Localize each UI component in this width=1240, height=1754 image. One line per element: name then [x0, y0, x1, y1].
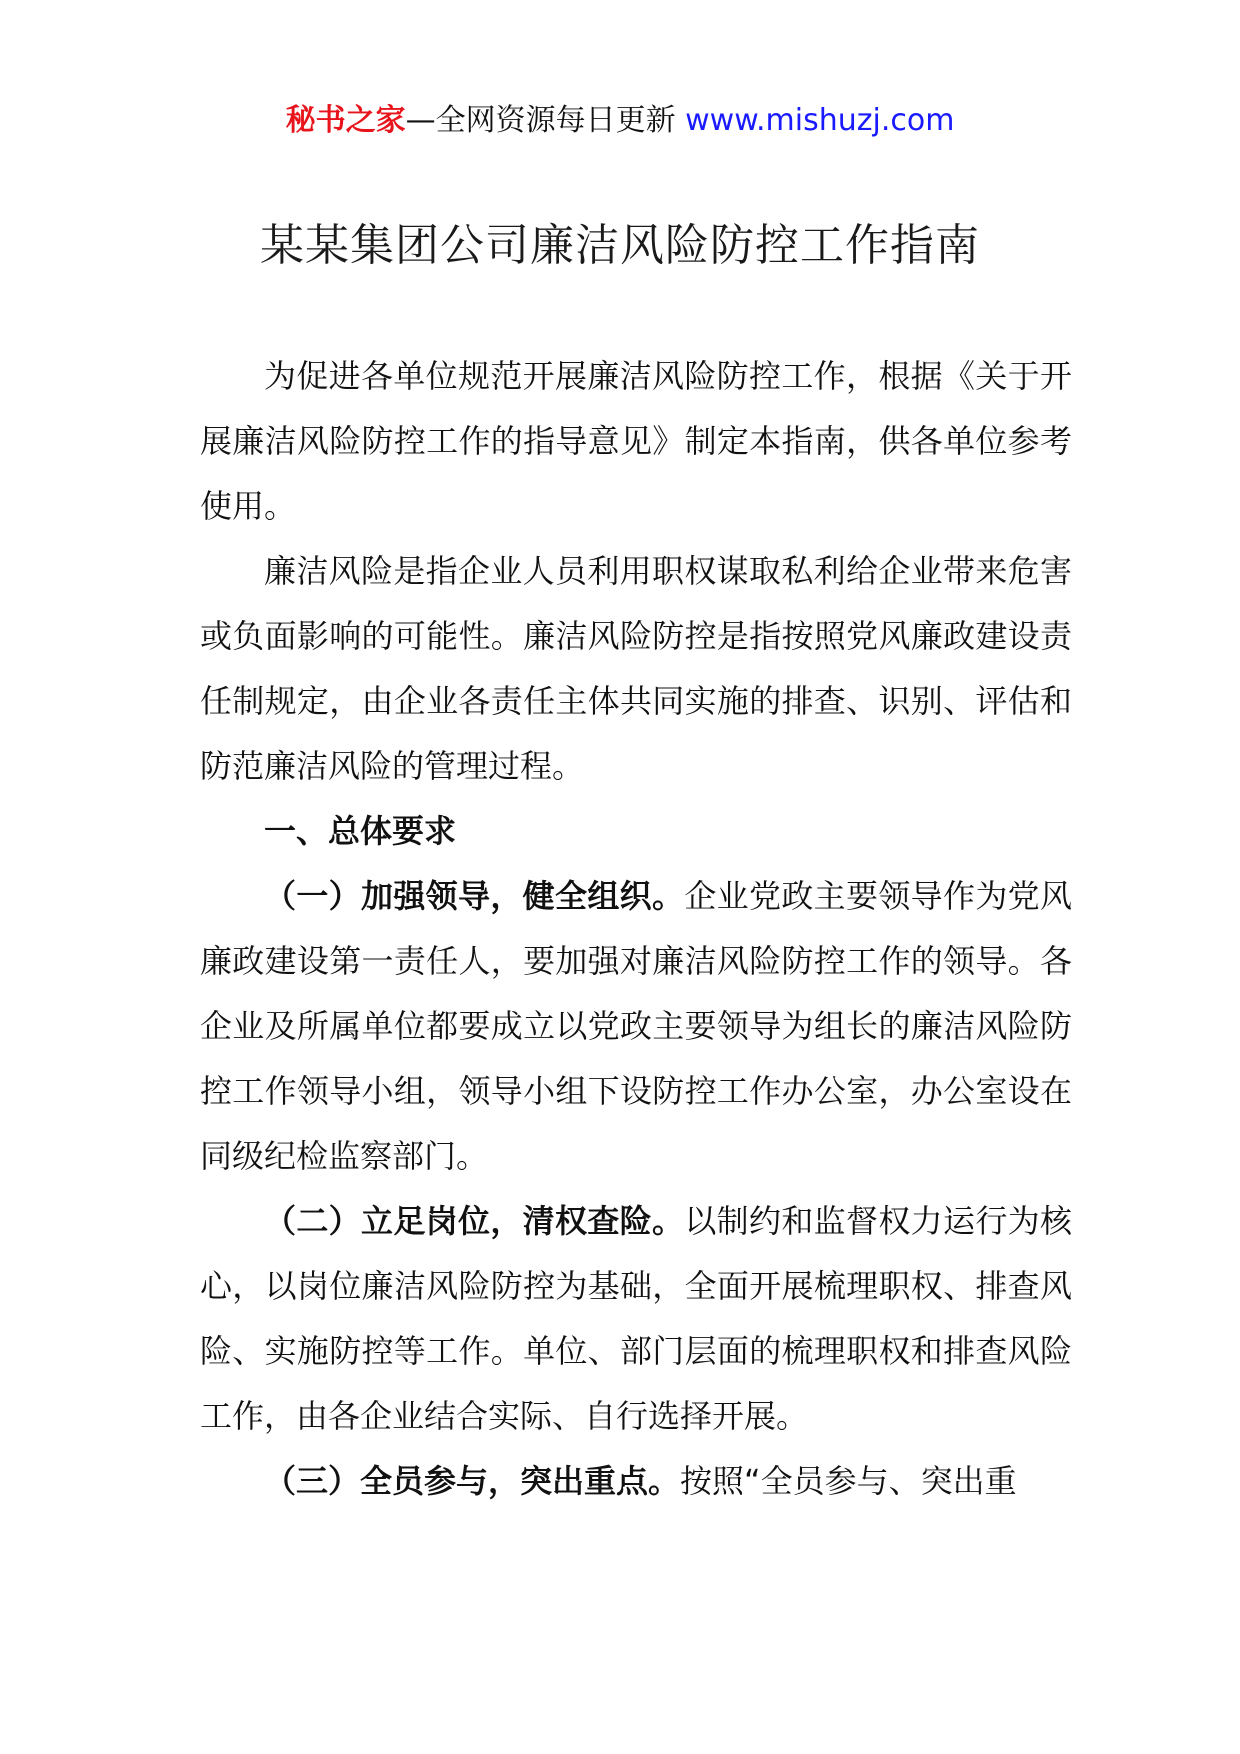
site-header: [0, 98, 1240, 144]
item-paragraph-1: [200, 864, 1072, 1189]
definition-paragraph: 廉洁风险是指企业人员利用职权谋取私利给企业带来危害或负面影响的可能性。廉洁风险防控是指按照党风廉政建设责任制规定，由企业各责任主体共同实施的排查、识别、评估和防范廉洁风险的管理过程。: [200, 552, 1072, 785]
document-body: [200, 344, 1072, 1514]
site-tagline: —全网资源每日更新: [405, 103, 676, 138]
document-title: 某某集团公司廉洁风险防控工作指南: [260, 220, 980, 271]
item-text-3: 按照“全员参与、突出重: [680, 1462, 1017, 1500]
item-paragraph-3: [200, 1449, 1072, 1514]
item-text-1: 企业党政主要领导作为党风廉政建设第一责任人，要加强对廉洁风险防控工作的领导。各企业及所属单位都要成立以党政主要领导为组长的廉洁风险防控工作领导小组，领导小组下设防控工作办公室，办公室设在同级纪检监察部门。: [200, 877, 1072, 1175]
item-paragraph-2: [200, 1189, 1072, 1449]
item-text-2: 以制约和监督权力运行为核心，以岗位廉洁风险防控为基础，全面开展梳理职权、排查风险、实施防控等工作。单位、部门层面的梳理职权和排查风险工作，由各企业结合实际、自行选择开展。: [200, 1202, 1072, 1435]
item-lead-2: （二）立足岗位，清权查险。: [264, 1202, 685, 1240]
intro-paragraph: 为促进各单位规范开展廉洁风险防控工作，根据《关于开展廉洁风险防控工作的指导意见》制定本指南，供各单位参考使用。: [200, 357, 1072, 525]
site-brand: 秘书之家: [285, 103, 406, 138]
section-heading: 一、总体要求: [264, 812, 457, 850]
item-lead-1: （一）加强领导，健全组织。: [264, 877, 685, 915]
item-lead-3: （三）全员参与，突出重点。: [264, 1462, 681, 1500]
site-url-link[interactable]: www.mishuzj.com: [685, 103, 955, 138]
